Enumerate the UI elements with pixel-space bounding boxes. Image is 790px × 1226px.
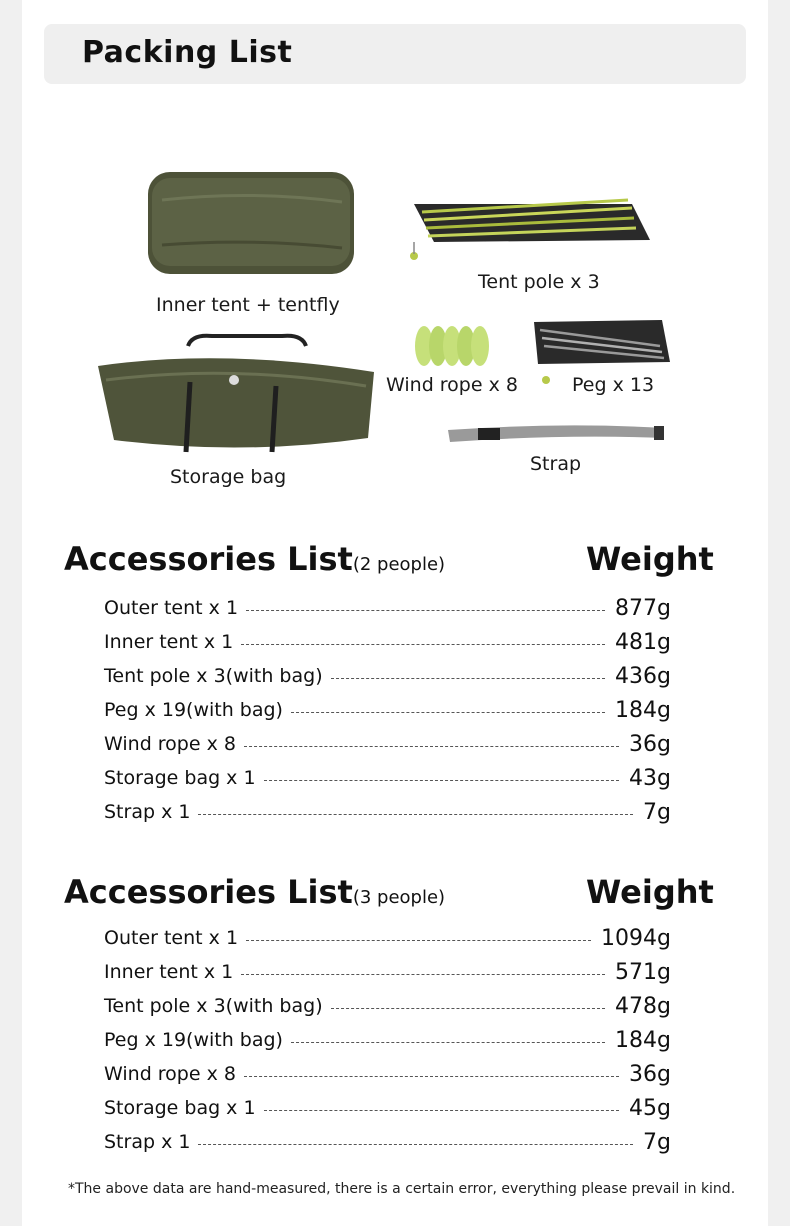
leader-line — [331, 678, 605, 679]
leader-line — [241, 974, 605, 975]
caption-strap: Strap — [530, 453, 582, 475]
leader-line — [291, 1042, 605, 1043]
caption-pole: Tent pole x 3 — [478, 271, 600, 293]
weight-heading-3p: Weight — [586, 873, 714, 911]
wind-rope-image — [415, 326, 489, 366]
table-row — [104, 991, 671, 1021]
item-weight: 36g — [629, 731, 671, 757]
item-weight: 571g — [615, 959, 671, 985]
item-weight: 36g — [629, 1061, 671, 1087]
item-name: Strap x 1 — [104, 1131, 191, 1153]
table-row — [104, 1025, 671, 1055]
caption-peg: Peg x 13 — [572, 374, 655, 396]
item-weight: 478g — [615, 993, 671, 1019]
table-row — [104, 1093, 671, 1123]
leader-line — [244, 746, 619, 747]
table-row — [104, 593, 671, 623]
table-row — [104, 695, 671, 725]
item-name: Storage bag x 1 — [104, 1097, 256, 1119]
caption-bag: Storage bag — [170, 466, 287, 488]
table-row — [104, 627, 671, 657]
leader-line — [246, 610, 605, 611]
strap-image — [448, 425, 664, 442]
item-weight: 436g — [615, 663, 671, 689]
table-row — [104, 923, 671, 953]
accessories-subtitle: (3 people) — [352, 887, 446, 908]
leader-line — [264, 1110, 619, 1111]
item-name: Inner tent x 1 — [104, 631, 234, 653]
item-name: Inner tent x 1 — [104, 961, 234, 983]
item-weight: 7g — [643, 1129, 671, 1155]
item-name: Tent pole x 3(with bag) — [104, 665, 323, 687]
item-weight: 877g — [615, 595, 671, 621]
tent-pole-image — [410, 200, 650, 260]
leader-line — [198, 814, 633, 815]
item-weight: 45g — [629, 1095, 671, 1121]
page-title: Packing List — [82, 35, 293, 70]
accessories-title-2p — [64, 540, 445, 578]
item-weight: 7g — [643, 799, 671, 825]
item-weight: 184g — [615, 1027, 671, 1053]
product-illustration — [22, 150, 768, 470]
leader-line — [291, 712, 605, 713]
leader-line — [244, 1076, 619, 1077]
leader-line — [264, 780, 619, 781]
weight-heading-2p: Weight — [586, 540, 714, 578]
page — [22, 0, 768, 1226]
caption-rope: Wind rope x 8 — [386, 374, 518, 396]
item-name: Tent pole x 3(with bag) — [104, 995, 323, 1017]
table-row — [104, 661, 671, 691]
tent-bundle-image — [148, 172, 354, 274]
item-name: Peg x 19(with bag) — [104, 699, 283, 721]
table-row — [104, 957, 671, 987]
item-name: Outer tent x 1 — [104, 927, 239, 949]
item-weight: 43g — [629, 765, 671, 791]
leader-line — [241, 644, 605, 645]
item-name: Peg x 19(with bag) — [104, 1029, 283, 1051]
item-weight: 1094g — [601, 925, 671, 951]
header-bar — [44, 24, 746, 84]
item-weight: 481g — [615, 629, 671, 655]
table-row — [104, 1127, 671, 1157]
table-row — [104, 1059, 671, 1089]
table-row — [104, 797, 671, 827]
caption-tent: Inner tent + tentfly — [156, 294, 340, 316]
leader-line — [246, 940, 591, 941]
footnote: *The above data are hand-measured, there is a certain error, everything please prevail in kind. — [68, 1181, 736, 1197]
storage-bag-image — [98, 336, 374, 452]
accessories-subtitle: (2 people) — [352, 554, 446, 575]
accessories-title-3p — [64, 873, 445, 911]
table-row — [104, 763, 671, 793]
leader-line — [198, 1144, 633, 1145]
item-name: Wind rope x 8 — [104, 1063, 236, 1085]
accessories-title-text: Accessories List — [64, 540, 353, 578]
item-name: Storage bag x 1 — [104, 767, 256, 789]
item-name: Strap x 1 — [104, 801, 191, 823]
leader-line — [331, 1008, 605, 1009]
item-weight: 184g — [615, 697, 671, 723]
accessories-title-text: Accessories List — [64, 873, 353, 911]
table-row — [104, 729, 671, 759]
item-name: Outer tent x 1 — [104, 597, 239, 619]
item-name: Wind rope x 8 — [104, 733, 236, 755]
